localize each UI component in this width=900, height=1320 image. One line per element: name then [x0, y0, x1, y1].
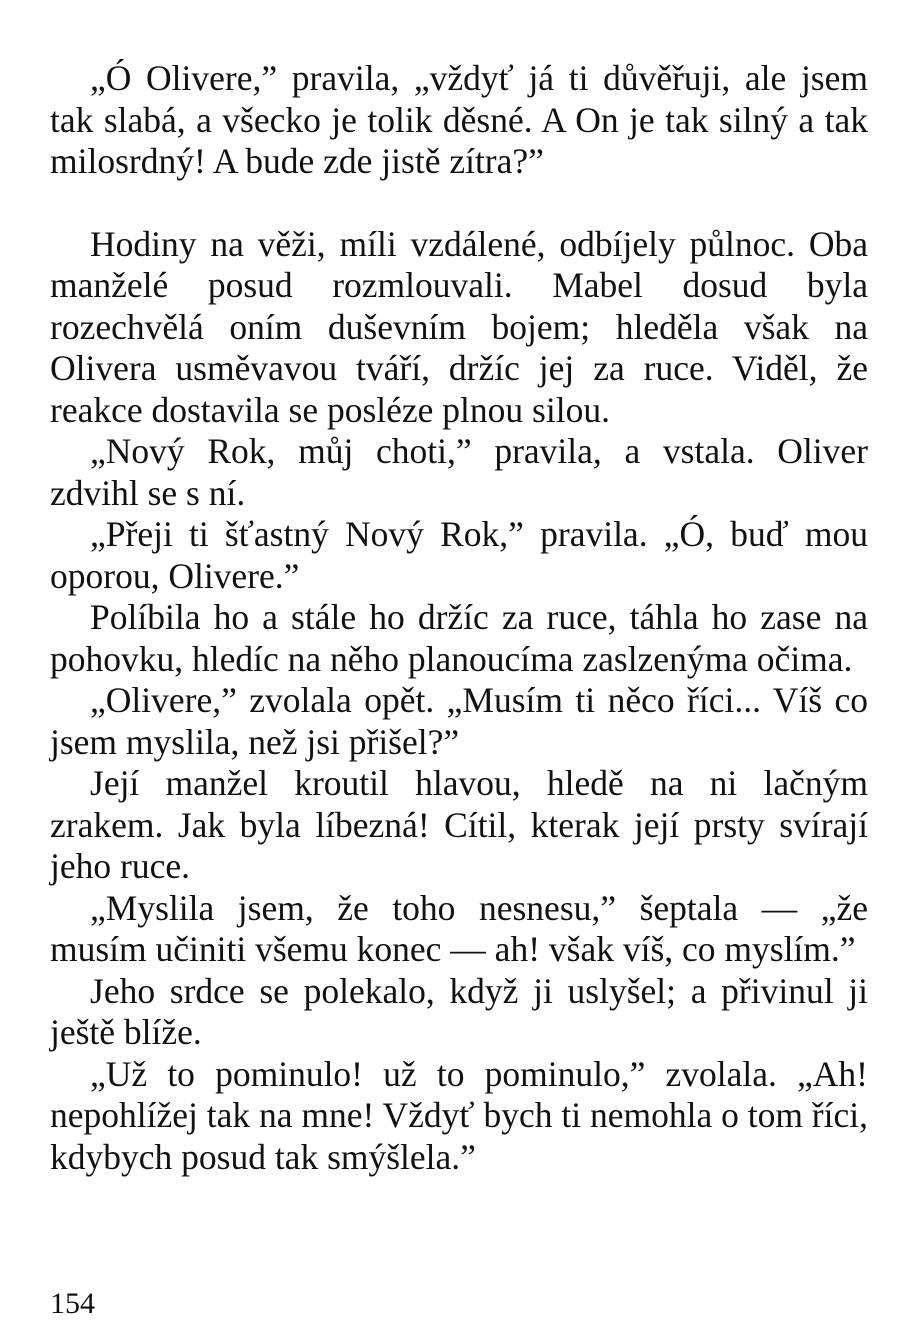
page-number: 154 — [50, 1287, 95, 1320]
paragraph-6: „Olivere,” zvolala opět. „Musím ti něco říci... Víš co jsem myslila, než jsi přišel?” — [50, 680, 868, 762]
paragraph-7: Její manžel kroutil hlavou, hledě na ni lačným zrakem. Jak byla líbezná! Cítil, kterak její prsty svírají jeho ruce. — [50, 763, 868, 886]
paragraph-3: „Nový Rok, můj choti,” pravila, a vstala. Oliver zdvihl se s ní. — [50, 431, 868, 513]
paragraph-2: Hodiny na věži, míli vzdálené, odbíjely půlnoc. Oba manželé posud rozmlouvali. Mabel dosud byla rozechvělá oním duševním bojem; hleděla však na Olivera usměvavou tváří, držíc jej za ruce. Viděl, že reakce dostavila se posléze plnou silou. — [50, 223, 868, 430]
page-body — [50, 58, 868, 1178]
paragraph-1: „Ó Olivere,” pravila, „vždyť já ti důvěřuji, ale jsem tak slabá, a všecko je tolik děsné. A On je tak silný a tak milosrdný! A bude zde jistě zítra?” — [50, 58, 868, 181]
paragraph-5: Políbila ho a stále ho držíc za ruce, táhla ho zase na pohovku, hledíc na něho planoucíma zaslzenýma očima. — [50, 597, 868, 679]
paragraph-10: „Už to pominulo! už to pominulo,” zvolala. „Ah! nepohlížej tak na mne! Vždyť bych ti nemohla o tom říci, kdybych posud tak smýšlela.” — [50, 1053, 868, 1177]
paragraph-8: „Myslila jsem, že toho nesnesu,” šeptala — „že musím učiniti všemu konec — ah! však víš, co myslím.” — [50, 887, 868, 969]
paragraph-9: Jeho srdce se polekalo, když ji uslyšel; a přivinul ji ještě blíže. — [50, 970, 868, 1052]
paragraph-4: „Přeji ti šťastný Nový Rok,” pravila. „Ó, buď mou oporou, Olivere.” — [50, 514, 868, 596]
